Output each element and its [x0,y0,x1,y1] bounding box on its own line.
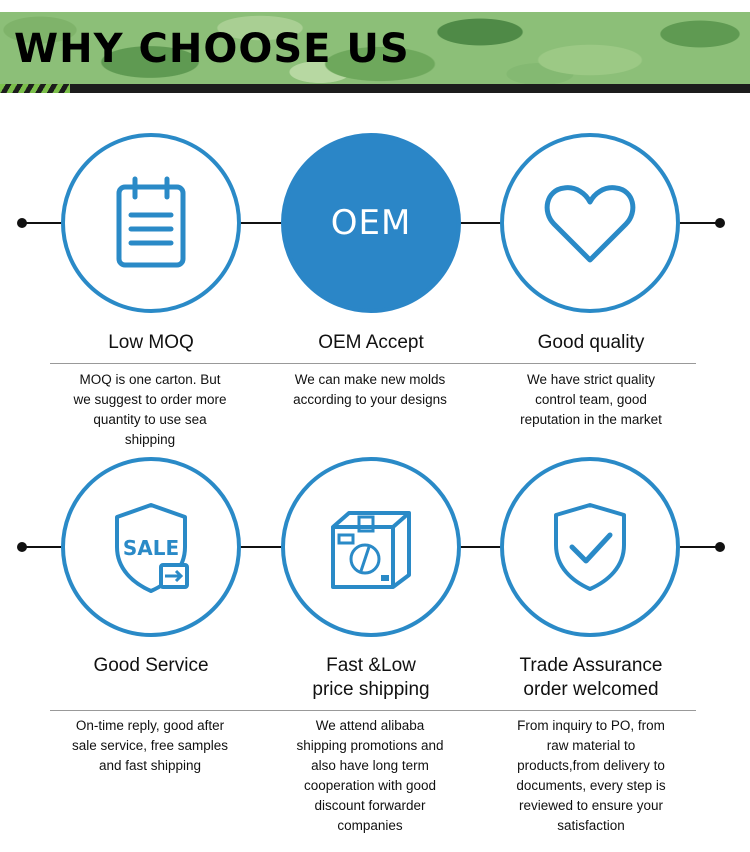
feature-circle-good-quality [500,133,680,313]
connector-line [22,222,62,224]
feature-description: We have strict quality control team, good reputation in the market [520,372,662,427]
feature-circle-oem [281,133,461,313]
feature-circle-good-service [61,457,241,637]
connector-line [458,222,502,224]
feature-title: Good Service [93,655,209,676]
feature-title: Low MOQ [108,332,194,353]
heart-icon [542,180,638,266]
feature-description: We attend alibaba shipping promotions and also have long term cooperation with good discount forwarder companies [296,718,444,833]
feature-divider [50,363,250,364]
feature-divider [480,710,696,711]
connector-line [680,546,720,548]
connector-dot-right [715,542,725,552]
feature-divider [250,710,480,711]
header-stripes [0,84,70,93]
page-title: WHY CHOOSE US [14,26,410,72]
shipping-box-icon [323,503,419,591]
feature-divider [50,710,250,711]
feature-title: Fast &Low price shipping [312,655,430,700]
feature-divider [480,363,696,364]
feature-description: MOQ is one carton. But we suggest to order more quantity to use sea shipping [73,372,227,447]
feature-description: On-time reply, good after sale service, free samples and fast shipping [71,718,229,773]
connector-line [458,546,502,548]
feature-title: Good quality [537,332,645,353]
header-banner [0,12,750,84]
notepad-icon [111,175,191,271]
sale-shield-icon [101,497,201,597]
feature-circle-shipping [281,457,461,637]
check-shield-icon [548,499,632,595]
connector-line [680,222,720,224]
feature-divider [250,363,480,364]
connector-line [240,222,282,224]
feature-circle-trade-assurance [500,457,680,637]
svg-text:SALE: SALE [122,536,180,560]
feature-title: Trade Assurance order welcomed [519,655,663,700]
feature-circle-low-moq [61,133,241,313]
connector-line [22,546,62,548]
oem-badge-text: OEM [330,203,412,243]
feature-title: OEM Accept [318,332,424,353]
connector-line [240,546,282,548]
header-bar [0,84,750,93]
feature-description: From inquiry to PO, from raw material to products,from delivery to documents, every step is reviewed to ensure your satisfaction [516,718,666,833]
connector-dot-right [715,218,725,228]
feature-description: We can make new molds according to your designs [293,372,447,407]
